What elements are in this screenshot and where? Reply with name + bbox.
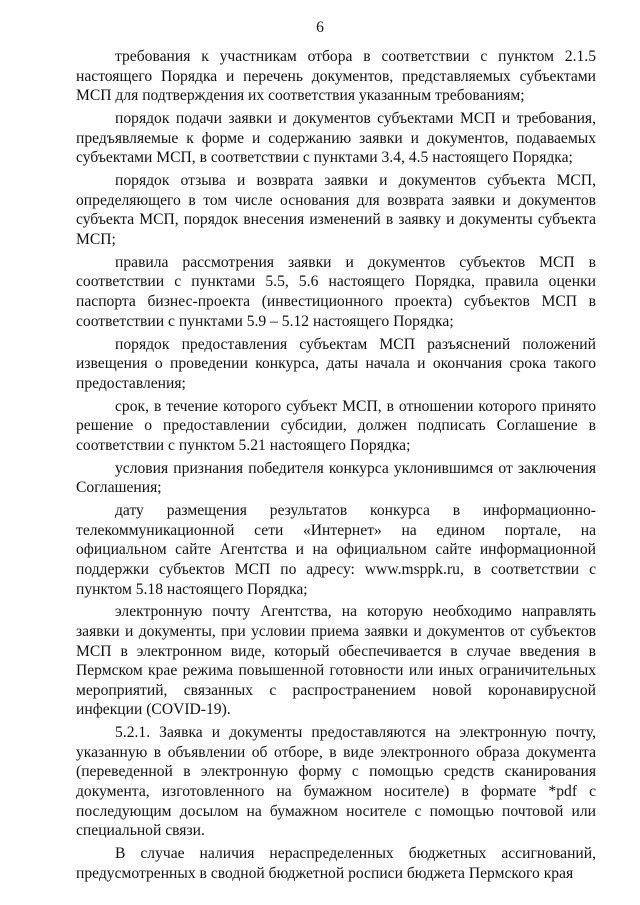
page-number: 6 — [316, 19, 324, 36]
paragraph-results-date: дату размещения результатов конкурса в информационно-телекоммуникационной сети «Интернет» на едином портале, на официальном сайте Агентства и на официальном сайте информационной поддержки субъектов МСП по адресу: www.msppk.ru, в соответствии с пунктом 5.18 настоящего Порядка; — [76, 502, 596, 598]
paragraph-review-rules: правила рассмотрения заявки и документов субъектов МСП в соответствии с пунктами 5.5, 5.6 настоящего Порядка, правила оценки паспорта бизнес-проекта (инвестиционного проекта) субъектов МСП в соответствии с пунктами 5.9 – 5.12 настоящего Порядка; — [76, 253, 596, 330]
paragraph-agency-email: электронную почту Агентства, на которую необходимо направлять заявки и документы, при условии приема заявки и документов от субъектов МСП в электронном виде, который обеспечивается в случае введения в Пермском крае режима повышенной готовности или иных ограничительных мероприятий, связанных с распространением новой коронавирусной инфекции (COVID-19). — [76, 603, 596, 719]
paragraph-signing-deadline: срок, в течение которого субъект МСП, в отношении которого принято решение о предоставлении субсидии, должен подписать Соглашение в соответствии с пунктом 5.21 настоящего Порядка; — [76, 397, 596, 454]
paragraph-clarifications: порядок предоставления субъектам МСП разъяснений положений извещения о проведении конкурса, даты начала и окончания срока такого предоставления; — [76, 335, 596, 392]
paragraph-unallocated-budget: В случае наличия нераспределенных бюджетных ассигнований, предусмотренных в сводной бюджетной росписи бюджета Пермского края — [76, 845, 596, 882]
paragraph-evasion-conditions: условия признания победителя конкурса уклонившимся от заключения Соглашения; — [76, 459, 596, 497]
paragraph-requirements: требования к участникам отбора в соответствии с пунктом 2.1.5 настоящего Порядка и перечень документов, представляемых субъектами МСП для подтверждения их соответствия указанным требованиям; — [76, 48, 596, 105]
document-body — [76, 47, 596, 887]
paragraph-withdrawal-procedure: порядок отзыва и возврата заявки и документов субъекта МСП, определяющего в том числе основания для возврата заявки и документов субъекта МСП, порядок внесения изменений в заявку и документы субъекта МСП; — [76, 172, 596, 248]
paragraph-5-2-1: 5.2.1. Заявка и документы предоставляются на электронную почту, указанную в объявлении об отборе, в виде электронного образа документа (переведенной в электронную форму с помощью средств сканирования документа, изготовленного на бумажном носителе) в формате *pdf с последующим досылом на бумажном носителе с помощью почтовой или специальной связи. — [76, 724, 596, 840]
paragraph-application-procedure: порядок подачи заявки и документов субъектами МСП и требования, предъявляемые к форме и содержанию заявки и документов, подаваемых субъектами МСП, в соответствии с пунктами 3.4, 4.5 настоящего Порядка; — [76, 110, 596, 167]
